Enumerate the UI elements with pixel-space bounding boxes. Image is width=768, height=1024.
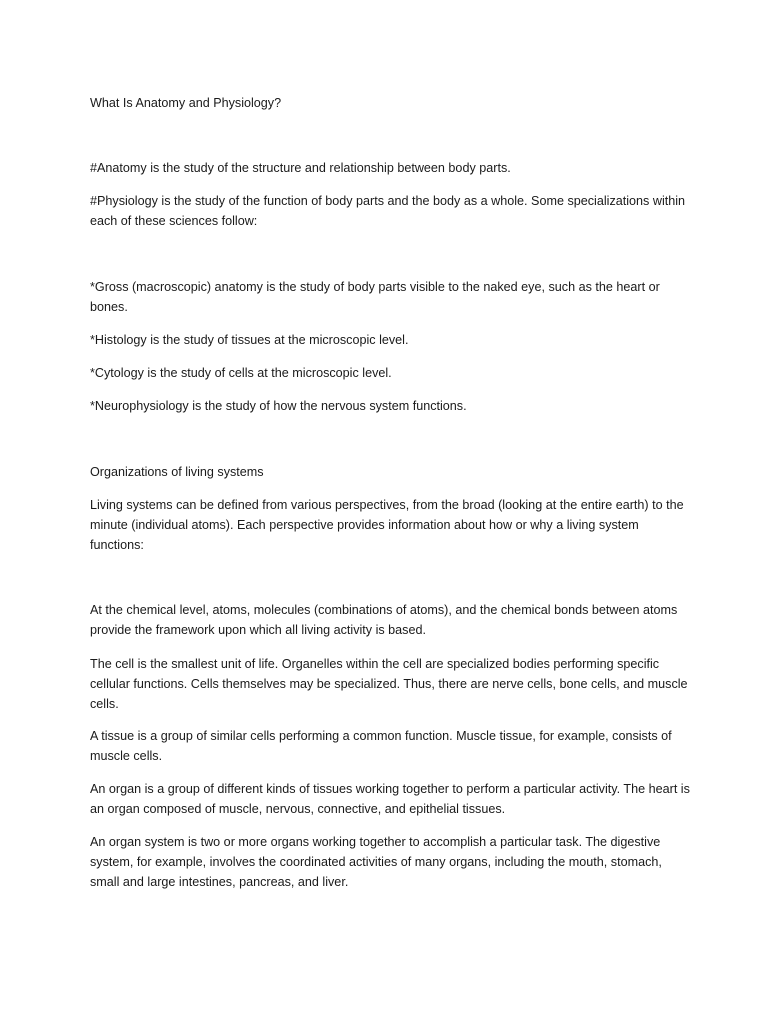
level-paragraph: A tissue is a group of similar cells performing a common function. Muscle tissue, for example, consists of muscle cells. — [90, 729, 672, 763]
section-heading: Organizations of living systems — [90, 465, 264, 479]
physiology-definition: #Physiology is the study of the function of body parts and the body as a whole. Some specializations within each of these sciences follow: — [90, 194, 686, 228]
section-intro: Living systems can be defined from various perspectives, from the broad (looking at the entire earth) to the minute (individual atoms). Each perspective provides information about how or why a living system functions: — [90, 498, 684, 552]
document-title: What Is Anatomy and Physiology? — [90, 96, 282, 110]
level-paragraph: An organ is a group of different kinds of tissues working together to perform a particular activity. The heart is an organ composed of muscle, nervous, connective, and epithelial tissues. — [90, 782, 690, 816]
specialization-item: *Gross (macroscopic) anatomy is the study of body parts visible to the naked eye, such as the heart or bones. — [90, 280, 660, 314]
specialization-item: *Histology is the study of tissues at the microscopic level. — [90, 333, 409, 347]
specialization-item: *Cytology is the study of cells at the microscopic level. — [90, 366, 392, 380]
level-paragraph: The cell is the smallest unit of life. Organelles within the cell are specialized bodies performing specific cellular functions. Cells themselves may be specialized. Thus, there are nerve cells, bone cells, and muscle cells. — [90, 657, 688, 711]
level-paragraph: An organ system is two or more organs working together to accomplish a particular task. The digestive system, for example, involves the coordinated activities of many organs, including the mouth, stomach, small and large intestines, pancreas, and liver. — [90, 835, 662, 889]
specialization-item: *Neurophysiology is the study of how the nervous system functions. — [90, 399, 467, 413]
level-paragraph: At the chemical level, atoms, molecules (combinations of atoms), and the chemical bonds between atoms provide the framework upon which all living activity is based. — [90, 603, 678, 637]
anatomy-definition: #Anatomy is the study of the structure and relationship between body parts. — [90, 161, 511, 175]
